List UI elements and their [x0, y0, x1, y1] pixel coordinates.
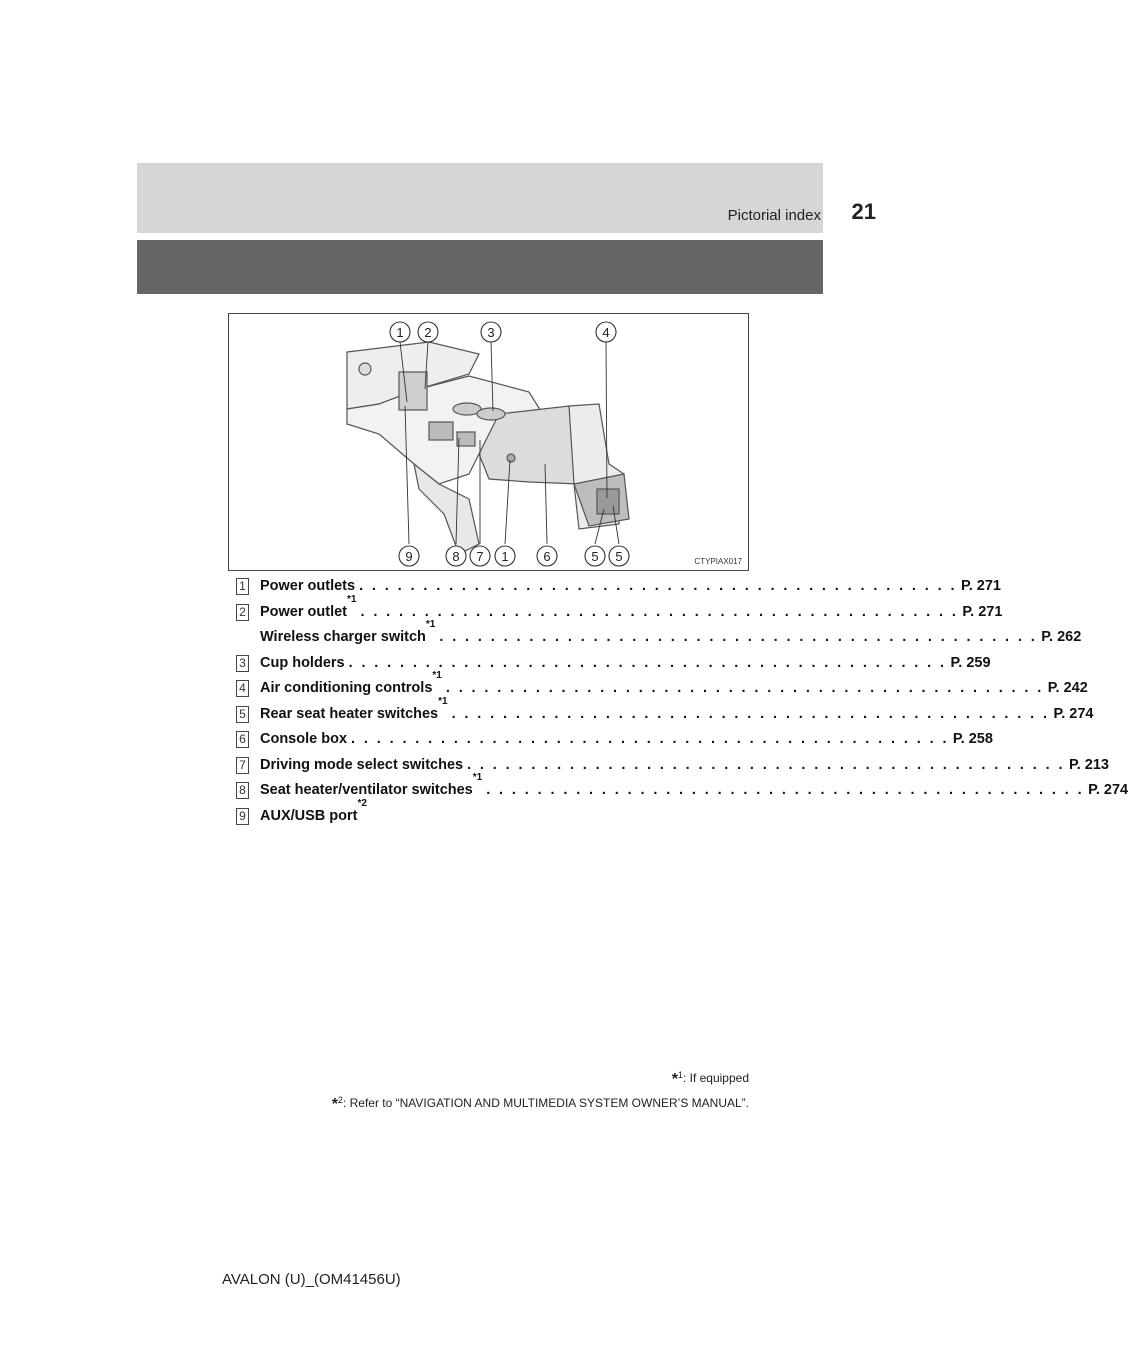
callout-label: 1: [396, 325, 404, 340]
item-number-box: 8: [236, 782, 249, 799]
leader-dots: . . . . . . . . . . . . . . . . . . . . . . . . . . . . . . . . . . . . . . . . . . . . . . .: [348, 654, 947, 671]
item-number-box: 9: [236, 808, 249, 825]
header-band: [137, 163, 823, 233]
leader-dots: . . . . . . . . . . . . . . . . . . . . . . . . . . . . . . . . . . . . . . . . . . . . . . .: [445, 680, 1044, 696]
console-drawing: [229, 314, 748, 570]
callout-label: 3: [487, 325, 495, 340]
item-label-row: [260, 727, 993, 753]
item-page-ref[interactable]: P. 274: [1053, 705, 1094, 722]
figure-code: CTYPIAX017: [694, 557, 742, 566]
item-label: Console box: [260, 731, 348, 747]
index-item: [236, 651, 991, 677]
index-item: [236, 593, 1003, 626]
item-number-box: 1: [236, 578, 249, 595]
item-page-ref[interactable]: P. 274: [1088, 782, 1128, 798]
item-page-ref[interactable]: P. 213: [1068, 756, 1109, 773]
item-page-ref[interactable]: P. 271: [960, 578, 1001, 594]
item-label-row: [260, 753, 1109, 779]
item-label: Wireless charger switch: [260, 629, 426, 645]
index-item: [236, 772, 1128, 804]
item-label: Cup holders: [260, 654, 345, 671]
console-illustration: [228, 313, 749, 571]
section-title: Pictorial index: [727, 207, 821, 224]
item-label: Driving mode select switches: [260, 756, 464, 773]
callout-label: 4: [602, 325, 610, 340]
item-label-row: [260, 670, 1088, 702]
item-label-row: [260, 772, 1128, 804]
item-label: Seat heater/ventilator switches: [260, 782, 473, 798]
leader-dots: . . . . . . . . . . . . . . . . . . . . . . . . . . . . . . . . . . . . . . . . . . . . . . .: [351, 731, 949, 747]
callout-label: 6: [543, 549, 551, 564]
leader-dots: . . . . . . . . . . . . . . . . . . . . . . . . . . . . . . . . . . . . . . . . . . . . . . .: [359, 578, 957, 594]
leader-dots: . . . . . . . . . . . . . . . . . . . . . . . . . . . . . . . . . . . . . . . . . . . . . . .: [451, 705, 1050, 722]
item-label-row: [260, 619, 1082, 651]
footnote-2: $^{*^2}$: Refer to “NAVIGATION AND MULTIMEDIA SYSTEM OWNER’S MANUAL”.: [331, 1095, 749, 1113]
callout-label: 9: [405, 549, 413, 564]
footnote-1: $^{*^1}$: If equipped: [671, 1070, 749, 1088]
item-label-row: [260, 797, 726, 830]
item-number-box: [236, 629, 249, 646]
item-label-row: [260, 574, 1001, 600]
item-label-row: [260, 651, 991, 677]
index-item: [236, 619, 1082, 651]
item-footnote-mark: *1: [347, 593, 357, 605]
footnotes: [332, 1070, 749, 1120]
item-label: Rear seat heater switches: [260, 705, 439, 722]
leader-dots: . . . . . . . . . . . . . . . . . . . . . . . . . . . . . . . . . . . . . . . . . . . . . . .: [439, 629, 1038, 645]
item-number-box: 4: [236, 680, 249, 697]
item-label: AUX/USB port: [260, 807, 358, 824]
item-footnote-mark: *1: [438, 695, 448, 707]
callout-label: 5: [615, 549, 623, 564]
page-number: 21: [851, 199, 876, 224]
callout-label: 2: [424, 325, 432, 340]
callout-label: 8: [452, 549, 460, 564]
index-item: [236, 670, 1088, 702]
item-page-ref[interactable]: P. 259: [950, 654, 991, 671]
callout-label: 5: [591, 549, 599, 564]
item-page-ref[interactable]: P. 262: [1041, 629, 1082, 645]
index-item: [236, 695, 1094, 728]
item-label-row: [260, 695, 1094, 728]
footer-model-code: AVALON (U)_(OM41456U): [222, 1271, 401, 1288]
item-page-ref[interactable]: P. 271: [962, 603, 1003, 620]
callout-label: 1: [501, 549, 509, 564]
item-label: Power outlet: [260, 603, 348, 620]
index-item: [236, 574, 1001, 600]
item-number-box: 6: [236, 731, 249, 748]
item-number-box: 7: [236, 757, 249, 774]
component-index-list: [236, 574, 1128, 829]
item-footnote-mark: *1: [432, 670, 442, 681]
leader-dots: . . . . . . . . . . . . . . . . . . . . . . . . . . . . . . . . . . . . . . . . . . . . . . .: [486, 782, 1085, 798]
item-number-box: 3: [236, 655, 249, 672]
item-number-box: 2: [236, 604, 249, 621]
item-footnote-mark: *2: [357, 797, 367, 809]
index-item: [236, 727, 993, 753]
item-footnote-mark: *1: [472, 772, 483, 783]
leader-dots: . . . . . . . . . . . . . . . . . . . . . . . . . . . . . . . . . . . . . . . . . . . . . . .: [360, 603, 959, 620]
item-label: Power outlets: [260, 578, 356, 594]
index-item: [236, 797, 726, 830]
title-band: [137, 240, 823, 294]
item-number-box: 5: [236, 706, 249, 723]
item-page-ref[interactable]: P. 242: [1047, 680, 1088, 696]
item-label-row: [260, 593, 1003, 626]
item-page-ref[interactable]: P. 258: [952, 731, 993, 747]
item-footnote-mark: *1: [425, 619, 436, 630]
leader-dots: . . . . . . . . . . . . . . . . . . . . . . . . . . . . . . . . . . . . . . . . . . . . . . .: [467, 756, 1065, 773]
callout-label: 7: [476, 549, 484, 564]
item-label: Air conditioning controls: [260, 680, 433, 696]
